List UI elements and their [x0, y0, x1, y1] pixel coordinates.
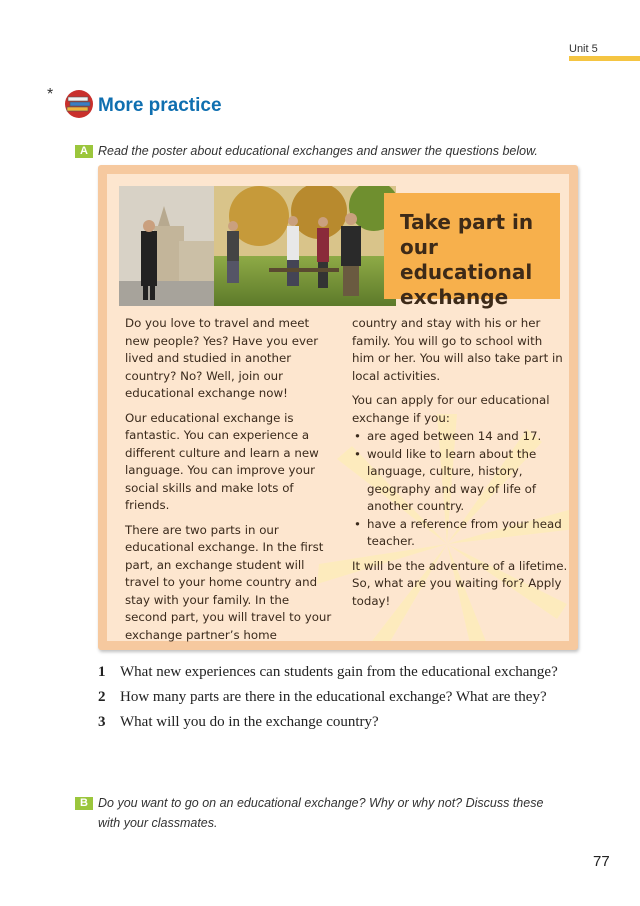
- poster-paragraph: It will be the adventure of a lifetime. So, what are you waiting for? Apply today!: [352, 558, 568, 608]
- part-a-badge: A: [75, 145, 93, 158]
- question-number: 3: [98, 714, 106, 730]
- poster-left-column: [125, 315, 333, 651]
- poster-title: Take part in our educational exchange: [400, 210, 534, 309]
- unit-underline-bar: [569, 56, 640, 61]
- poster-paragraph: Our educational exchange is fantastic. You can experience a different culture and learn a new language. You can improve your social skills and make lots of friends.: [125, 410, 319, 512]
- question-text: What will you do in the exchange country?: [120, 714, 379, 730]
- question-number: 2: [98, 689, 106, 705]
- poster-paragraph: Do you love to travel and meet new people? Yes? Have you ever lived and studied in another country? No? Well, join our educational exchange now!: [125, 316, 319, 400]
- poster-paragraph: There are two parts in our educational exchange. In the first part, an exchange student will travel to your home country and stay with your family. In the second part, you will travel to your exchange partner’s home: [125, 522, 332, 642]
- question-text: What new experiences can students gain from the educational exchange?: [120, 664, 558, 680]
- part-b-badge: B: [75, 797, 93, 810]
- books-icon: [62, 89, 96, 119]
- list-item: • would like to learn about the language, culture, history, geography and way of life of another country.: [352, 446, 568, 516]
- list-item: • have a reference from your head teacher.: [352, 516, 568, 551]
- poster: [98, 165, 578, 650]
- question-item: [98, 712, 568, 733]
- part-a-instruction: Read the poster about educational exchanges and answer the questions below.: [98, 144, 538, 158]
- question-item: [98, 687, 568, 708]
- question-item: [98, 662, 568, 683]
- list-item: • are aged between 14 and 17.: [352, 428, 568, 446]
- page-number: 77: [593, 853, 610, 870]
- question-text: How many parts are there in the educational exchange? What are they?: [120, 689, 547, 705]
- requirements-list: [352, 428, 568, 551]
- poster-paragraph: country and stay with his or her family. You will go to school with him or her. You will also take part in local activities.: [352, 316, 563, 383]
- section-title: More practice: [98, 95, 222, 116]
- asterisk-mark: *: [47, 86, 54, 103]
- poster-paragraph: You can apply for our educational exchange if you:: [352, 393, 550, 425]
- poster-right-column: [352, 315, 568, 617]
- students-photo: [119, 186, 396, 306]
- part-b-instruction: Do you want to go on an educational exchange? Why or why not? Discuss these with your classmates.: [98, 796, 544, 830]
- question-list: [98, 662, 568, 737]
- unit-label: Unit 5: [569, 43, 598, 55]
- question-number: 1: [98, 664, 106, 680]
